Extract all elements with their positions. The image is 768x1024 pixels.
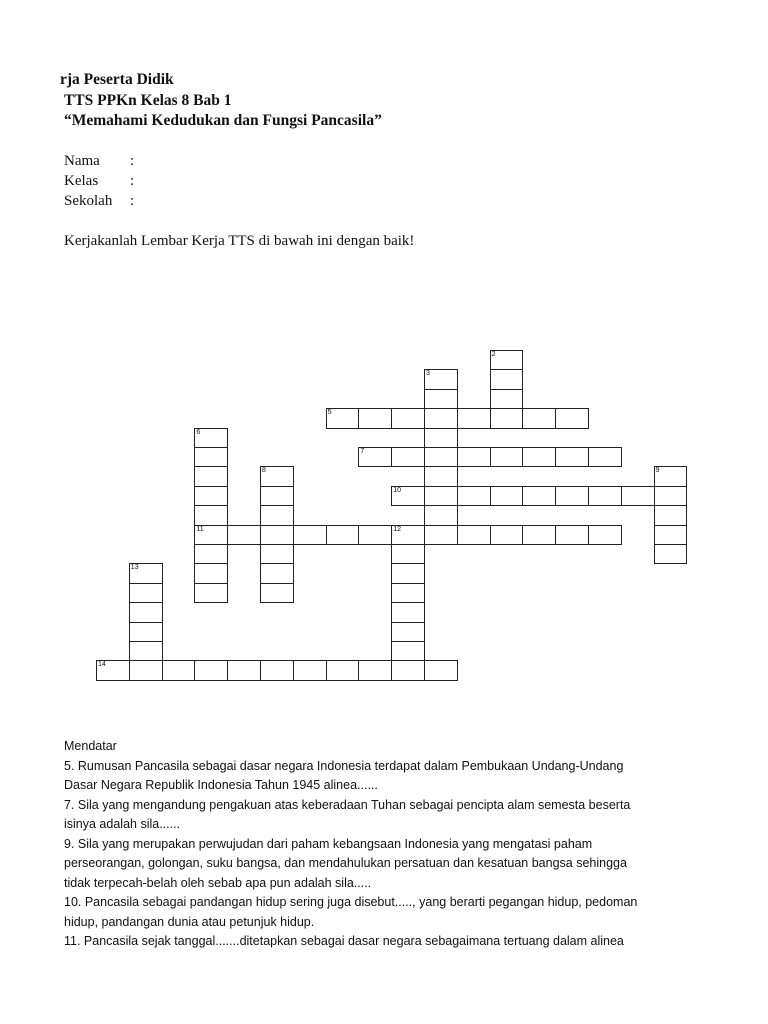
crossword-cell[interactable] [162, 660, 196, 680]
crossword-cell[interactable] [293, 660, 327, 680]
crossword-cell[interactable] [555, 408, 589, 428]
clue-line: 11. Pancasila sejak tanggal.......ditetapkan sebagai dasar negara sebagaimana tertuang dalam alinea [64, 934, 624, 948]
crossword-cell[interactable] [490, 525, 524, 545]
crossword-cell[interactable] [391, 660, 425, 680]
crossword-cell[interactable] [194, 583, 228, 603]
clue-line: hidup, pandangan dunia atau petunjuk hidup. [64, 914, 315, 929]
crossword-cell[interactable] [326, 525, 360, 545]
name-colon: : [130, 153, 135, 169]
clue-number: 11 [196, 525, 204, 533]
crossword-cell[interactable] [260, 544, 294, 564]
crossword-cell[interactable] [260, 583, 294, 603]
crossword-cell[interactable] [457, 486, 491, 506]
crossword-cell[interactable] [424, 369, 458, 389]
crossword-cell[interactable] [391, 408, 425, 428]
crossword-cell[interactable] [391, 486, 425, 506]
crossword-cell[interactable] [522, 486, 556, 506]
crossword-cell[interactable] [424, 660, 458, 680]
crossword-cell[interactable] [654, 486, 688, 506]
clue-line: tidak terpecah-belah oleh sebab apa pun adalah sila..... [64, 875, 372, 890]
crossword-cell[interactable] [424, 505, 458, 525]
crossword-cell[interactable] [555, 486, 589, 506]
class-colon: : [130, 173, 135, 189]
crossword-cell[interactable] [490, 350, 524, 370]
crossword-cell[interactable] [326, 660, 360, 680]
crossword-cell[interactable] [424, 408, 458, 428]
crossword-cell[interactable] [194, 428, 228, 448]
crossword-cell[interactable] [129, 602, 163, 622]
crossword-cell[interactable] [391, 563, 425, 583]
crossword-cell[interactable] [391, 544, 425, 564]
clue-number: 14 [98, 661, 106, 669]
crossword-cell[interactable] [457, 447, 491, 467]
clue-number: 9 [655, 467, 660, 475]
crossword-cell[interactable] [588, 525, 622, 545]
crossword-cell[interactable] [490, 447, 524, 467]
crossword-cell[interactable] [194, 660, 228, 680]
clue-number: 10 [393, 486, 401, 494]
clues-heading: Mendatar [64, 739, 117, 753]
crossword-cell[interactable] [260, 505, 294, 525]
crossword-cell[interactable] [129, 641, 163, 661]
crossword-cell[interactable] [621, 486, 655, 506]
crossword-cell[interactable] [194, 563, 228, 583]
clue-number: 12 [393, 525, 401, 533]
crossword-cell[interactable] [293, 525, 327, 545]
crossword-cell[interactable] [194, 544, 228, 564]
crossword-cell[interactable] [654, 544, 688, 564]
clue-number: 5 [327, 409, 332, 417]
crossword-cell[interactable] [358, 408, 392, 428]
name-label: Nama [64, 153, 100, 169]
crossword-cell[interactable] [194, 505, 228, 525]
crossword-cell[interactable] [588, 486, 622, 506]
crossword-cell[interactable] [194, 486, 228, 506]
clues-section [64, 737, 714, 952]
clue-line: 9. Sila yang merupakan perwujudan dari paham kebangsaan Indonesia yang mengatasi paham [64, 836, 593, 851]
crossword-cell[interactable] [227, 525, 261, 545]
name-field[interactable] [64, 153, 134, 170]
crossword-cell[interactable] [129, 563, 163, 583]
school-field[interactable] [64, 193, 134, 210]
crossword-cell[interactable] [194, 525, 228, 545]
crossword-cell[interactable] [391, 447, 425, 467]
clue-number: 13 [130, 564, 139, 572]
crossword-cell[interactable] [457, 525, 491, 545]
worksheet-title: rja Peserta Didik [60, 71, 174, 88]
crossword-cell[interactable] [227, 660, 261, 680]
crossword-cell[interactable] [260, 525, 294, 545]
clue-number: 3 [426, 370, 430, 378]
crossword-cell[interactable] [490, 369, 524, 389]
clue-number: 8 [262, 467, 266, 475]
crossword-cell[interactable] [555, 525, 589, 545]
clue-number: 7 [360, 448, 365, 455]
crossword-cell[interactable] [326, 408, 360, 428]
clue-line: perseorangan, golongan, suku bangsa, dan mendahulukan persatuan dan kesatuan bangsa sehingga [64, 856, 627, 870]
school-colon: : [130, 193, 135, 209]
crossword-cell[interactable] [424, 486, 458, 506]
clue-number: 6 [196, 428, 201, 436]
crossword-cell[interactable] [391, 583, 425, 603]
chapter-title: “Memahami Kedudukan dan Fungsi Pancasila” [64, 112, 382, 129]
class-label: Kelas [64, 173, 99, 189]
crossword-cell[interactable] [490, 408, 524, 428]
crossword-cell[interactable] [588, 447, 622, 467]
clue-line: 10. Pancasila sebagai pandangan hidup sering juga disebut....., yang berarti pegangan hidup, pedoman [64, 895, 638, 909]
crossword-cell[interactable] [358, 525, 392, 545]
crossword-cell[interactable] [490, 389, 524, 409]
crossword-cell[interactable] [457, 408, 491, 428]
clue-line: isinya adalah sila...... [64, 817, 181, 831]
clue-line: Dasar Negara Republik Indonesia Tahun 1945 alinea...... [64, 778, 378, 792]
crossword-cell[interactable] [490, 486, 524, 506]
crossword-cell[interactable] [522, 447, 556, 467]
crossword-cell[interactable] [260, 563, 294, 583]
crossword-cell[interactable] [358, 447, 392, 467]
crossword-cell[interactable] [194, 447, 228, 467]
crossword-cell[interactable] [522, 408, 556, 428]
crossword-cell[interactable] [391, 622, 425, 642]
crossword-cell[interactable] [96, 660, 130, 680]
crossword-cell[interactable] [424, 428, 458, 448]
crossword-cell[interactable] [391, 641, 425, 661]
crossword-cell[interactable] [654, 505, 688, 525]
clue-line: 5. Rumusan Pancasila sebagai dasar negara Indonesia terdapat dalam Pembukaan Undang-Undang [64, 758, 624, 773]
crossword-cell[interactable] [129, 583, 163, 603]
crossword-cell[interactable] [654, 466, 688, 486]
crossword-cell[interactable] [260, 660, 294, 680]
crossword-cell[interactable] [555, 447, 589, 467]
clue-number: 2 [491, 351, 496, 358]
crossword-cell[interactable] [260, 466, 294, 486]
instruction-text: Kerjakanlah Lembar Kerja TTS di bawah ini dengan baik! [64, 233, 415, 249]
crossword-cell[interactable] [129, 660, 163, 680]
crossword-cell[interactable] [358, 660, 392, 680]
crossword-cell[interactable] [260, 486, 294, 506]
crossword-cell[interactable] [424, 525, 458, 545]
crossword-cell[interactable] [424, 389, 458, 409]
crossword-cell[interactable] [391, 602, 425, 622]
school-label: Sekolah [64, 193, 113, 209]
class-field[interactable] [64, 173, 134, 190]
clue-line: 7. Sila yang mengandung pengakuan atas keberadaan Tuhan sebagai pencipta alam semesta beserta [64, 797, 631, 812]
crossword-cell[interactable] [522, 525, 556, 545]
crossword-cell[interactable] [129, 622, 163, 642]
crossword-cell[interactable] [424, 466, 458, 486]
crossword-cell[interactable] [654, 525, 688, 545]
crossword-cell[interactable] [194, 466, 228, 486]
crossword-cell[interactable] [424, 447, 458, 467]
crossword-cell[interactable] [391, 525, 425, 545]
worksheet-subtitle: TTS PPKn Kelas 8 Bab 1 [64, 92, 232, 109]
